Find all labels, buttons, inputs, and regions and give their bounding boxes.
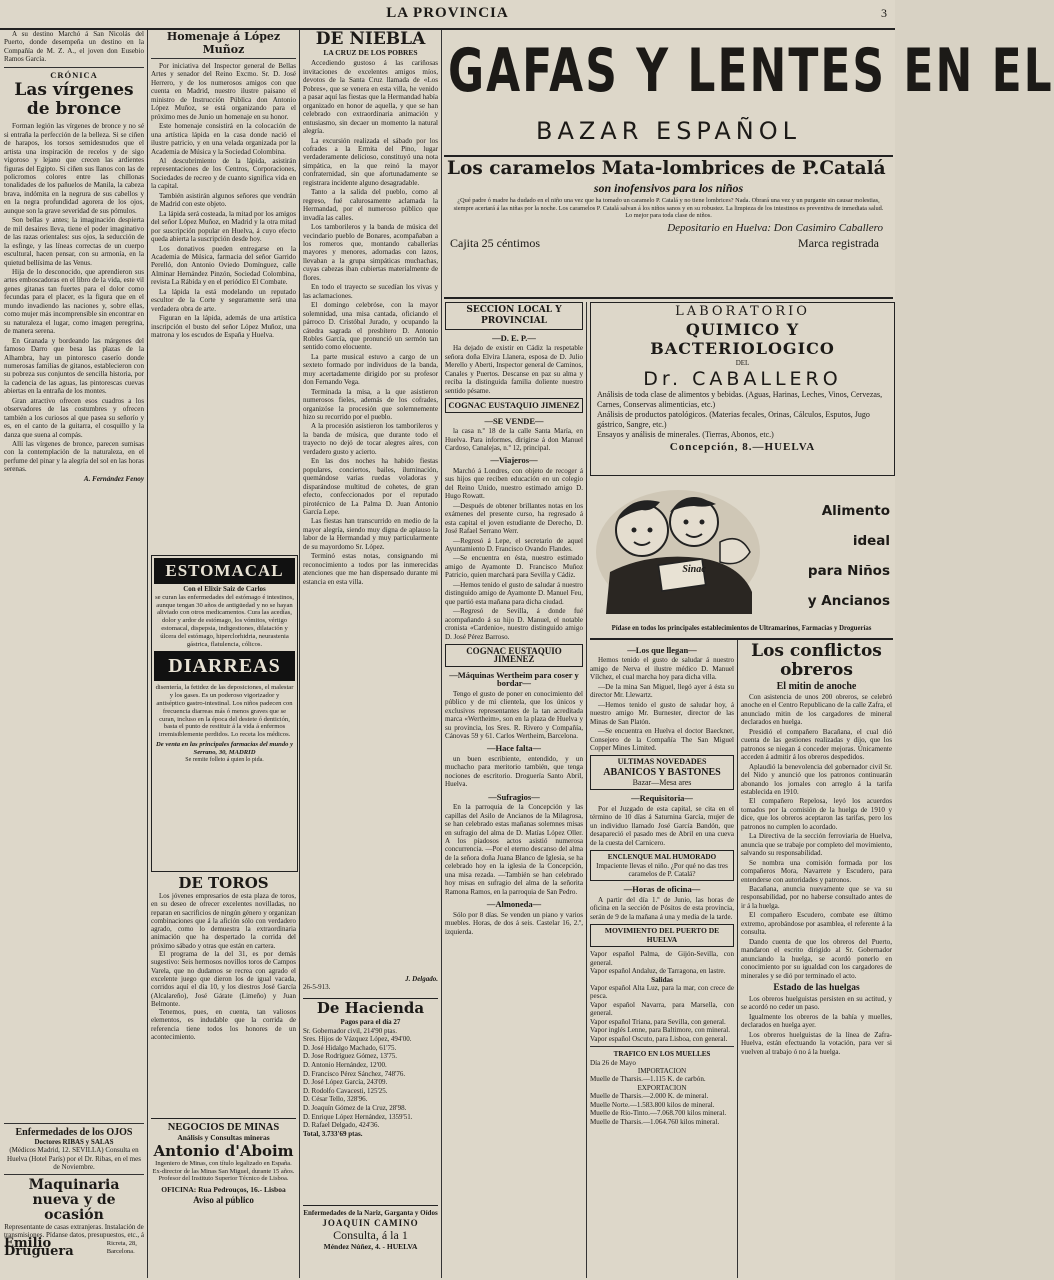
- banner-line-2: BAZAR ESPAÑOL: [535, 117, 801, 145]
- article-paragraph: Son bellas y antes; la imaginación despierta de mil desaires lleva, tiene el poder imaginativo de las razas orientales: sus ojos, la seducción de la esfinge, y las líneas correctas de un cuerpo escultural, hacen pensar, con su armonía, en la quietud bellísima de las Venus.: [4, 216, 144, 267]
- sale-info-2: Se remite folleto á quien lo pida.: [185, 756, 264, 763]
- eyes-ad-text: (Médicos Madrid, 12. SEVILLA) Consulta en Huelva (Hotel París) por el Dr. Ribas, en el mes de Noviembre.: [7, 1146, 141, 1171]
- diarreas-text: disentería, la fetidez de las deposiciones, el malestar y los gases. Es un poderoso vigorizador y antiséptico gastro-intestinal. Los niños padecen con frecuencia diarreas más ó menos graves que se curan, incluso en la época del destete ó dentición, basta el punto de restituir á la vida á enfermos irremisiblemente perdidos. Lo receta los médicos.: [155, 684, 294, 739]
- trafico-date: Día 26 de Mayo: [590, 1058, 636, 1067]
- article-paragraph: Dando cuenta de que los obreros del Puerto, mandaron el escrito dirigido al Sr. Gobernador anunciando la huelga, se acordó ponerlo en conocimiento por su igualdad con los cargadores de minerales y se dió por terminado el acto.: [741, 937, 892, 980]
- nose-ad-consult: Consulta, á la 1: [333, 1228, 408, 1242]
- divider: [4, 1123, 144, 1124]
- llegan-text: —Hemos tenido el gusto de saludar hoy, á nuestro amigo Mr. Burnester, director de las Minas de San Platón.: [590, 700, 734, 726]
- requisitoria-heading: —Requisitoria—: [631, 793, 693, 804]
- puerto-item: Vapor inglés Lenne, para Baltimore, con mineral.: [590, 1026, 731, 1035]
- puerto-item: Vapor español Triana, para Sevilla, con general.: [590, 1017, 726, 1026]
- masthead: [0, 2, 895, 30]
- llegan-text: —De la mina San Miguel, llegó ayer á ésta su director Mr. Llewartz.: [590, 682, 734, 700]
- humor-title: ENCLENQUE MAL HUMORADO: [607, 853, 717, 862]
- vende-heading: —SE VENDE—: [484, 415, 544, 426]
- machinery-ad-name: Emilio Druguera: [4, 1235, 74, 1260]
- almoneda-heading: —Almoneda—: [486, 899, 542, 910]
- hacienda-item: D. Francisco Pérez Sánchez, 748'76.: [303, 1069, 406, 1078]
- hacienda-item: D. Joaquín Gómez de la Cruz, 28'98.: [303, 1103, 407, 1112]
- machinery-ad-title: Maquinaria nueva y de ocasión: [28, 1177, 120, 1224]
- toros-title: DE TOROS: [178, 874, 269, 892]
- article-paragraph: El compañero Escudero, combate ese último extremo, aprobándose por asamblea, el referente á la consulta.: [741, 911, 892, 937]
- food-line-1: Alimento: [821, 503, 890, 519]
- humor-text: Impaciente llevas el niño. ¿Por qué no das tres caramelos de P. Catalá?: [596, 861, 728, 878]
- viajeros-text: —Se encuentra en ésta, nuestro estimado amigo de Ayamonte D. Francisco Muñoz Patricio, quien marchará para Sevilla y Cádiz.: [445, 554, 583, 580]
- column-rule: [586, 302, 587, 1278]
- trafico-title: TRAFICO EN LOS MUELLES: [613, 1050, 711, 1059]
- article-paragraph: En Granada y bordeando las márgenes del famoso Darro que besa las plazas de la Alhambra, hay un pintoresco caserío donde numerosas familias de gitanos, establecieron con su pobreza sus conjuntos de sencilla historia, por la cadencia de las aguas, las pintorescas cuevas abiertas en la entraña de los montes.: [4, 336, 144, 396]
- column-2: [151, 30, 296, 555]
- column-rule: [441, 30, 442, 1278]
- article-paragraph: Los tamborileros y la banda de música del vecindario pueblo de Bonares, acompañaban a los romeros que, montando caballerías mayores y menores, adornadas con lazos, llevaban a la grupa simpáticas muchachas, cuyas cabezas iban cubiertas materialmente de flores.: [303, 223, 438, 282]
- food-brand: Sinac: [682, 564, 706, 575]
- cognac-ad: COGNAC EUSTAQUIO JIMENEZ: [445, 644, 583, 667]
- article-paragraph: Por iniciativa del Inspector general de Bellas Artes y senador del Reino Excmo. Sr. D. José Herrero, y de los numerosos amigos con que cuenta en Madrid, nuestro ilustre paisano el ministro de Instrucción Pública don Antonio López Muñoz, se está organizando para el próximo mes de Junio un homenaje en su honor.: [151, 62, 296, 121]
- article-subhead: El mitin de anoche: [776, 681, 857, 692]
- nose-ad: [303, 1205, 438, 1278]
- dep-text: Ha dejado de existir en Cádiz la respetable señora doña Elvira Llanera, esposa de D. Julio Merello y Aberti, Inspector general de Caminos, Canales y Puertos. Descanse en paz su alma y reciba la distinguida familia doliente nuestro sentido pésame.: [445, 344, 583, 395]
- article-paragraph: Al descubrimiento de la lápida, asistirán representaciones de los Centros, Corporaciones, Sociedades de recreo y de cuanto significa vida en la capital.: [151, 156, 296, 191]
- article-paragraph: La lápida la está modelando un reputado escultor de la Corte y seguramente será una verdadera obra de arte.: [151, 287, 296, 313]
- trafico-import-heading: IMPORTACION: [637, 1067, 687, 1076]
- viajeros-text: —Después de obtener brillantes notas en los exámenes del presente curso, ha regresado á esta capital el joven estudiante de Derecho, D. José Rafael Serrano Werr.: [445, 501, 583, 536]
- horas-text: A partir del día 1.º de Junio, las horas de oficina en la sección de Pósitos de esta provincia, serán de 9 de la mañana á una y media de la tarde.: [590, 895, 734, 921]
- lab-title: LABORATORIO: [675, 304, 810, 319]
- page-marker: 3: [881, 6, 887, 20]
- lab-subtitle: QUIMICO Y BACTERIOLOGICO: [650, 320, 835, 358]
- article-headline: DE NIEBLA: [315, 29, 426, 49]
- article-paragraph: Bacañana, anuncia nuevamente que se va su responsabilidad, por no haberse consultado antes de ir á la huelga.: [741, 884, 892, 910]
- article-paragraph: Hija de lo desconocido, que aprendieron sus artes emboscadoras en el libro de la vida, este vil genes gitanas tan fuertes para el dolor como fecundas para el placer, es la figura que en el mundo invadiendo las naciones y, sobre ellas, como mujer más incomprensible sin encontrar en su naturaleza el lugar, como imagen peregrina, de manera serena.: [4, 267, 144, 336]
- sufragios-text: En la parroquia de la Concepción y las capillas del Asilo de Ancianos de la Milagrosa, se han celebrado estas mañanas solemnes misas en sufragio del alma de D. Matías López Oller. A los piadosos actos asistió numerosa concurrencia. —Por el eterno descanso del alma de la señora doña Juana Blanco de Iglesia, se ha celebrado hoy en la iglesia de la Concepción, una misa rezada. —También se han celebrado hoy misas en sufragio del alma de la señorita Ramona Ramos, en la parroquia de San Pedro.: [445, 803, 583, 896]
- hacienda-title: De Hacienda: [316, 999, 425, 1017]
- intro-paragraph: A su destino Marchó á San Nicolás del Puerto, donde desempeña un destino en la Compañía de M. Z. A., el joven don Eusebio Ramos García.: [4, 30, 144, 64]
- column-4: [445, 302, 583, 1278]
- hacienda-total: Total, 3.733'69 ptas.: [303, 1129, 363, 1138]
- viajeros-text: —Hemos tenido el gusto de saludar á nuestro distinguido amigo de Ayamonte D. Manuel Feu, que partió esta mañana para dicha ciudad.: [445, 580, 583, 606]
- estomacal-ad: [151, 555, 298, 872]
- column-rule: [147, 30, 148, 1278]
- hacienda-item: Sr. Gobernador civil, 214'90 ptas.: [303, 1026, 397, 1035]
- article-paragraph: Presidió el compañero Bacañana, el cual dió cuenta de las gestiones realizadas y dijo, que los patronos se niegan á conceder mejoras. Únicamente acceden á admitir á los obreros despedidos.: [741, 727, 892, 762]
- hacienda-item: D. Rodolfo Cavacesti, 125'25.: [303, 1086, 388, 1095]
- puerto-item: Vapor español Andaluz, de Tarragona, en lastre.: [590, 967, 726, 976]
- hacienda-item: D. Jose Rodríguez Gómez, 13'75.: [303, 1052, 397, 1061]
- nose-ad-name: JOAQUIN CAMINO: [322, 1218, 419, 1228]
- hacienda-item: D. Antonio Hernández, 12'00.: [303, 1060, 387, 1069]
- huelgas-title: Estado de las huelgas: [773, 982, 860, 993]
- caramelos-price: Cajita 25 céntimos: [450, 235, 540, 250]
- article-paragraph: Este homenaje consistirá en la colocación de una artística lápida en la casa donde nació el ilustre patricio, y en una velada organizada por la Academia de Música y la Sociedad Colombina.: [151, 122, 296, 156]
- dep-heading: —D. E. P.—: [492, 333, 536, 343]
- viajeros-text: —Regresó á Lepe, el secretario de aquel Ayuntamiento D. Francisco Ovando Flandes.: [445, 536, 583, 553]
- article-paragraph: Tanto a la salida del pueblo, como al regreso, fué calurosamente aclamada la Hermandad, por el numeroso público que invadía las calles.: [303, 188, 438, 222]
- falta-text: un buen escribiente, entendido, y un muchacho para meritorio también, que tenga nociones de escritorio. Droguería Santo Abril, Huelva.: [445, 754, 583, 789]
- gafas-banner: [444, 30, 1054, 157]
- food-line-4: y Ancianos: [807, 593, 890, 609]
- huelgas-paragraph: Igualmente los obreros de la bahía y muelles, declarados en huelga ayer.: [741, 1012, 892, 1030]
- diarreas-title: DIARREAS: [154, 651, 295, 681]
- col1-ads: [4, 1120, 144, 1278]
- puerto-item: Vapor español Oscuto, para Lisboa, con general.: [590, 1034, 728, 1043]
- divider: [4, 67, 144, 68]
- nose-ad-title: Enfermedades de la Nariz, Garganta y Oídos: [303, 1209, 438, 1217]
- banner-line-1: GAFAS Y LENTES EN EL: [448, 36, 1054, 106]
- puerto-item: Vapor español Palma, de Gijón-Sevilla, con general.: [590, 950, 734, 967]
- lab-text-2: Análisis de productos patológicos. (Materias fecales, Orinas, Cálculos, Esputos, Jugo gástrico, Sangre, etc.): [597, 410, 870, 429]
- novedades-title: ULTIMAS NOVEDADES: [617, 757, 707, 767]
- article-signature: A. Fernández Fenoy: [83, 474, 144, 483]
- caramelos-title: Los caramelos Mata-lombrices de P.Catalá: [447, 158, 886, 179]
- article-paragraph: Las fiestas han transcurrido en medio de la mayor alegría, siendo muy digna de aplauso la labor de la Hermandad y muy particularmente de su mayordomo Sr. López.: [303, 517, 438, 551]
- hacienda-item: D. Enrique López Hernández, 1359'51.: [303, 1112, 413, 1121]
- article-paragraph: En todo el trayecto se sucedían los vivas y las aclamaciones.: [303, 283, 438, 300]
- column-6: [741, 642, 892, 1278]
- eyes-ad-title: Enfermedades de los OJOS: [15, 1127, 133, 1138]
- viajeros-text: —Regresó de Sevilla, á donde fué acompañando á su hijo D. Manuel, el notable cronista «Cardenio», nuestro distinguido amigo D. José Pérez Barroso.: [445, 607, 583, 641]
- requisitoria-text: Por el Juzgado de esta capital, se cita en el término de 10 días á Saturnina García, mujer de un individuo llamado José García Bandón, que desapareció el pasado mes de Abril en una cueva de la cuesta del Carnicero.: [590, 804, 734, 847]
- trafico-import: Muelle de Tharsis.—1.115 K. de carbón.: [590, 1075, 706, 1084]
- lab-address: Concepción, 8.—HUELVA: [669, 441, 816, 453]
- column-rule: [737, 640, 738, 1278]
- hacienda-item: D. José López García, 243'09.: [303, 1078, 388, 1087]
- lab-text-3: Ensayos y análisis de minerales. (Tierras, Abonos, etc.): [597, 430, 774, 439]
- article-headline: Homenaje á López Muñoz: [151, 30, 296, 59]
- article-paragraph: Los jóvenes empresarios de esta plaza de toros, en su deseo de ofrecer excelentes novilladas, no reparan en sacrificios de ningún género y organizan combinaciones que á la afición sólo con verdadero agrado, como lo demuestra la extraordinaria animación que ha despertado la corrida del próximo sábado y otras que están en cartera.: [151, 892, 296, 950]
- huelgas-paragraph: Los obreros huelguistas de la línea de Zafra-Huelva, están efectuando la votación, para ver si vuelven al trabajo ó no á la huelga.: [741, 1030, 892, 1056]
- article-headline: Las vírgenes de bronce: [14, 80, 134, 120]
- article-subhead: LA CRUZ DE LOS POBRES: [323, 48, 418, 57]
- article-paragraph: Terminó estas notas, consignando mi reconocimiento a todos por las inmerecidas atenciones que me han dispensado durante mi estancia en esta villa.: [303, 552, 438, 586]
- mines-text: Ingeniero de Minas, con título legalizado en España. Ex-director de las Minas San Miguel, durante 15 años. Profesor del Instituto Superior Técnico de Lisboa.: [152, 1159, 295, 1183]
- article-paragraph: El programa de la del 31, es por demás sugestivo: Seis hermosos novillos toros de Campos Varela, que no dudamos se recrea con agrado el excelente juego que dieron los de igual vacada, corridos aquí el día 10, y los diestros José García (Alcalareño), José Gárate (Limeño) y Juan Belmonte.: [151, 950, 296, 1008]
- mines-footer: Aviso al público: [193, 1194, 254, 1205]
- mines-ad: [151, 1118, 296, 1277]
- machinery-ad-address: Ricreta, 28, Barcelona.: [106, 1239, 137, 1256]
- viajeros-text: Marchó á Londres, con objeto de recoger á sus hijos que reciben educación en un colegio del Reino Unido, nuestro estimado amigo D. Hugo Rowatt.: [445, 466, 583, 501]
- caramelos-text: ¿Qué padre ó madre ha dudado en el niño una vez que ha tomado un caramelo P. Catalá y no tiene lombrices? Nada. Obrará una vez y un purgante sin causar molestias, siempre acertará á las niñas por la noche. Los caramelos P. Catalá salvan á los niños sanos y en su robustez. La limpieza de los intestinos es preventiva de inmediata salud. Lo mejor para toda clase de niños.: [453, 197, 884, 219]
- novedades-subtitle: ABANICOS Y BASTONES: [603, 766, 721, 778]
- food-line-2: ideal: [852, 533, 890, 549]
- eyes-ad-doctors: Doctores RIBAS y SALAS: [34, 1138, 114, 1146]
- puerto-salidas: Salidas: [651, 975, 673, 984]
- llegan-heading: —Los que llegan—: [627, 645, 697, 655]
- local-section-title: SECCION LOCAL Y PROVINCIAL: [445, 302, 583, 330]
- estomacal-subtitle: Con el Elixir Saiz de Carlos: [183, 585, 266, 593]
- horas-heading: —Horas de oficina—: [623, 884, 701, 895]
- column-1: [4, 30, 144, 1278]
- puerto-title: MOVIMIENTO DEL PUERTO DE HUELVA: [590, 924, 734, 947]
- falta-heading: —Hace falta—: [486, 743, 542, 754]
- estomacal-text: se curan las enfermedades del estómago é intestinos, aunque tengan 30 años de antigüedad y no se hayan aliviado con otros medicamentos. Cura las acedías, dolor y ardor de estómago, los vómitos, vértigo estomacal, dispepsia, indigestiones, dilatación y úlcera del estómago, hiperclorhidria, neurastenia gástrica, flatulencia, cólicos.: [155, 593, 294, 648]
- puerto-item: Vapor español Alta Luz, para la mar, con crece de pesca.: [590, 983, 734, 1001]
- article-signature: J. Delgado.: [405, 975, 438, 983]
- article-paragraph: Figuran en la lápida, además de una artística inscripción el busto del señor López Muñoz, una matrona y los escudos de España y Huelva.: [151, 314, 296, 340]
- column-rule: [299, 30, 300, 1278]
- llegan-text: Hemos tenido el gusto de saludar á nuestro amigo de Nerva el ilustre médico D. Manuel Vílchez, el cual marcha hoy para dicha villa.: [590, 656, 734, 682]
- vende-text: la casa n.º 18 de la calle Santa María, en Huelva. Para informes, dirigirse á don Manuel Cardoso, Canalejas, n.º 12, principal.: [445, 427, 583, 452]
- novedades-shop: Bazar—Mesa ares: [632, 777, 692, 787]
- novedades-ad: [590, 755, 734, 790]
- food-footer: Pídase en todos los principales establecimientos de Ultramarinos, Farmacias y Droguerías: [611, 625, 872, 632]
- caramelos-mark: Marca registrada: [798, 235, 879, 250]
- article-paragraph: A la procesión asistieron los tamborileros y la banda de música, que durante todo el trayecto no dejó de tocar alegres aíres, con verdadero gusto y acierto.: [303, 422, 438, 456]
- caramelos-ad: [444, 157, 893, 299]
- caramelos-subtitle: son inofensivos para los niños: [593, 181, 744, 195]
- hacienda-item: Sres. Hijos de Vázquez López, 494'00.: [303, 1035, 412, 1044]
- mines-office: OFICINA: Rua Pedrouços, 16.- Lisboa: [161, 1185, 286, 1195]
- food-line-3: para Niños: [807, 563, 890, 579]
- trafico-export-heading: EXPORTACION: [637, 1083, 687, 1092]
- article-paragraph: La lápida será costeada, la mitad por los amigos del señor López Muñoz, en Madrid y la otra mitad por suscripción popular en Huelva, á cuyo efecto queda abierta la suscripción desde hoy.: [151, 209, 296, 244]
- masthead-title: LA PROVINCIA: [386, 5, 509, 21]
- article-paragraph: Los donativos pueden entregarse en la Academia de Música, farmacia del señor Garrido Perelló, don Antonio Oviedo Domínguez, calle Alminar Hernández Pinzón, Sociedad Colombina, revista La Rábida y en el periódico El Combate.: [151, 244, 296, 287]
- niebla-signoff: [303, 975, 438, 997]
- cognac-ad: COGNAC EUSTAQUIO JIMENEZ: [445, 398, 583, 412]
- article-paragraph: La parte musical estuvo a cargo de un sexteto formado por individuos de la banda, muy acertadamente dirigido por su profesor don Fernando Vega.: [303, 352, 438, 387]
- sufragios-heading: —Sufragios—: [488, 791, 540, 802]
- trafico-export: Muelle de Tharsis.—1.064.760 kilos mineral.: [590, 1117, 720, 1126]
- puerto-item: Vapor español Navarra, para Marsella, con general.: [590, 1000, 734, 1018]
- food-slogan: [786, 496, 890, 616]
- article-paragraph: En las dos noches ha habido fiestas populares, conciertos, bailes, iluminación, quemándose varias ruedas voladoras y disparándose multitud de cohetes, de gran efecto, confeccionados por el reputado pirotécnico de La Palma D. Juan Antonio García Lepe.: [303, 457, 438, 517]
- hacienda-item: D. Rafael Delgado, 424'36.: [303, 1121, 380, 1130]
- article-paragraph: El compañero Repelosa, leyó los acuerdos tomados por la comisión de la huelga de 1910 y dice, que los obreros aceptaron las tarifas, pero los patronos no cumplen lo acordado.: [741, 797, 892, 831]
- toros-article: [151, 874, 296, 1110]
- lab-text-1: Análisis de toda clase de alimentos y bebidas. (Aguas, Harinas, Leches, Vinos, Cervezas, Carnes, Conservas alimenticias, etc.): [597, 390, 883, 409]
- section-title: CRÓNICA: [50, 69, 98, 80]
- column-5: [590, 642, 734, 1278]
- hacienda-section: [303, 998, 438, 1203]
- trafico-export: Muelle de Tharsis.—2.000 K. de mineral.: [590, 1092, 709, 1101]
- almoneda-text: Sólo por 8 días. Se venden un piano y varios muebles. Horas, de dos á seis. Castelar 16, 2.º, izquierda.: [445, 910, 583, 936]
- article-date: 26-5-913.: [303, 983, 331, 991]
- children-illustration: [590, 482, 765, 620]
- estomacal-title: ESTOMACAL: [154, 558, 295, 584]
- article-paragraph: Aplaudió la benevolencia del gobernador civil Sr. del Nido y anunció que los patronos continuarán abonando los jornales con arreglo á la tarifa establecida en 1910.: [741, 762, 892, 796]
- hacienda-item: D. César Tello, 328'96.: [303, 1095, 368, 1104]
- divider: [590, 1046, 734, 1047]
- hacienda-item: D. José Hidalgo Machado, 61'75.: [303, 1043, 397, 1052]
- article-paragraph: La Directiva de la sección ferroviaria de Huelva, anuncia que se trabaje por completo del movimiento, salvando su responsabilidad.: [741, 832, 892, 858]
- machinery-ad-text: Representante de casas extranjeras. Instalación de transmisiones. Pídanse datos, presupuestos, etc., á: [4, 1223, 144, 1240]
- nose-ad-address: Méndez Núñez, 4. - HUELVA: [323, 1242, 418, 1251]
- article-paragraph: Terminada la misa, a la que asistieron numerosos fieles, además de los cofrades, organizóse la procesión que solemnemente hizo su recorrido por el pueblo.: [303, 387, 438, 422]
- article-headline: Los conflictos obreros: [751, 641, 882, 680]
- mines-title: NEGOCIOS DE MINAS: [167, 1122, 280, 1133]
- article-paragraph: La excursión realizada el sábado por los cofrades a la Ermita del Pino, lugar verdaderamente delicioso, constituyó una nota simpática, en la que reinó la mayor confraternidad, sin que afortunadamente se registrara incidente alguno desagradable.: [303, 136, 438, 187]
- article-paragraph: Se nombra una comisión formada por los compañeros Mora, Navarrete y Escudero, para entenderse con autoridades y patronos.: [741, 858, 892, 884]
- llegan-text: —Se encuentra en Huelva el doctor Baeckner, Consejero de la Compañía The San Miguel Copper Mines Limited.: [590, 727, 734, 752]
- article-paragraph: Forman legión las vírgenes de bronce y no sé si entraña la perfección de la belleza. Si se ciñen de harapos, los torsos semidesnudos que el artista una inspiración de recelos y de sigo vigoroso y lejano que crecen las ardientes figuras del Egipto. Si ciñen sus llanos con las de policromos colores entre las chillonas tonalidades de los pañuelos de Manila, la cabeza brava, indómita en la negrura de sus cabellos y en la negra profundidad agorera de los ojos, aunque son la grave severidad de sus pómulos.: [4, 122, 144, 215]
- article-paragraph: Gran atractivo ofrecen esos cuadros a los observadores de las costumbres y ofrecen también a los curiosos al que pasea su señorío y es, en el canto de la guitarra, el cosquillo y la danza que suena al compás.: [4, 396, 144, 439]
- article-paragraph: Accediendo gustoso á las cariñosas invitaciones de excelentes amigos míos, devotos de la Santa Cruz llamada de «Los Pobres», que se venera en esta villa, he venido a pasar aquí las fiestas que la Hermandad había organizado en honor de aquella, y que se han celebrado con extraordinaria animación y entusiasmo, sin decaer un momento la natural alegría.: [303, 59, 438, 136]
- caramelos-depot: Depositario en Huelva: Don Casimiro Caballero: [667, 221, 883, 234]
- hacienda-subtitle: Pagos para el día 27: [340, 1018, 401, 1026]
- mines-subtitle: Análisis y Consultas mineras: [177, 1133, 270, 1142]
- lab-del: DEL: [735, 359, 750, 367]
- laboratorio-ad: [590, 302, 895, 476]
- article-paragraph: También asistirán algunos señores que vendrán de Madrid con este objeto.: [151, 191, 296, 209]
- trafico-export: Muelle Norte.—1.583.800 kilos de mineral.: [590, 1100, 715, 1109]
- divider: [4, 1174, 144, 1175]
- viajeros-heading: —Viajeros—: [490, 455, 538, 466]
- sale-info: De venta en las principales farmacias del mundo y Serrano, 30, MADRID: [156, 740, 293, 756]
- alimento-ad: [590, 478, 893, 640]
- lab-name: Dr. CABALLERO: [643, 368, 842, 390]
- trafico-export: Muelle de Río-Tinto.—7.068.700 kilos mineral.: [590, 1109, 727, 1118]
- humor-ad: [590, 850, 734, 881]
- article-paragraph: Allí las vírgenes de bronce, parecen sumisas con la contemplación de la naturaleza, en el perfume del pinar y la alegría del sol en las horas serenas.: [4, 440, 144, 474]
- huelgas-paragraph: Los obreros huelguistas persisten en su actitud, y se acordó no ceder un paso.: [741, 994, 892, 1012]
- article-paragraph: El domingo celebróse, con la mayor solemnidad, una misa cantada, oficiando el párroco D. Cristóbal Jurado, y ocupando la cátedra sagrada el presbítero D. Antonio Robles García, que pronunció un sermón tan sentido como elocuente.: [303, 301, 438, 352]
- mines-name: Antonio d'Aboim: [153, 1141, 294, 1160]
- article-paragraph: Con asistencia de unos 200 obreros, se celebró anoche en el Centro Republicano de la calle Zafra, el anunciado mitin de los cargadores de mineral declarados en huelga.: [741, 693, 892, 727]
- maquinas-heading: —Máquinas Wertheim para coser y bordar—: [449, 669, 579, 689]
- article-paragraph: Tenemos, pues, en cuenta, tan valiosos elementos, es indudable que la corrida de referencia tiene todos los honores de un acontecimiento.: [151, 1008, 296, 1042]
- maquinas-text: Tengo el gusto de poner en conocimiento del público y de mi clientela, que los únicos y exclusivos representantes de la tan acreditada marca «Wertheim», son en la plaza de Huelva y su provincia, los Sres. R. Rivero y Compañía, Cánovas 59 y 61. Carlos Wertheim, Barcelona.: [445, 689, 583, 741]
- column-3: [303, 30, 438, 970]
